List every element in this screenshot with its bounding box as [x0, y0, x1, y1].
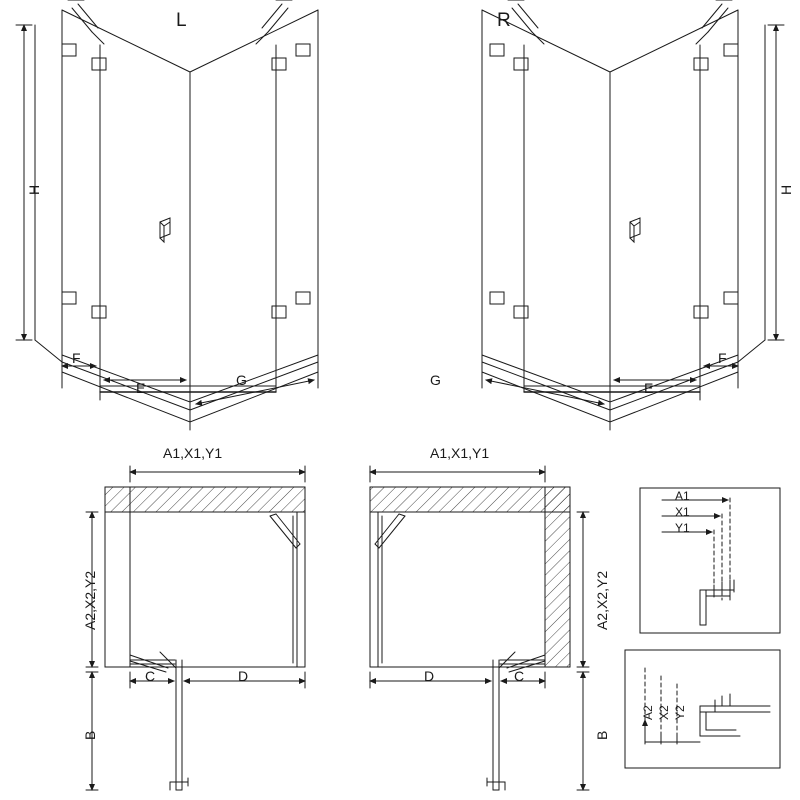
iso-right-base-label-e: E — [644, 380, 654, 396]
plan-right-top-dimension-label: A1,X1,Y1 — [430, 445, 490, 461]
plan-right-dim-c: C — [514, 668, 525, 684]
detail-bottom-label-y2: Y2 — [673, 705, 687, 720]
iso-left-base-label-f: F — [72, 350, 81, 366]
plan-right-side-dimension-label: A2,X2,Y2 — [594, 570, 610, 630]
plan-left-side-dimension-label: A2,X2,Y2 — [82, 570, 98, 630]
detail-bottom-label-a2: A2 — [641, 705, 655, 720]
iso-left-base-label-e: E — [136, 380, 146, 396]
detail-top-label-y1: Y1 — [675, 521, 690, 535]
detail-top-label-a1: A1 — [675, 489, 690, 503]
plan-left-top-dimension-label: A1,X1,Y1 — [163, 445, 223, 461]
plan-view-right — [370, 466, 589, 790]
detail-view-top — [640, 488, 780, 633]
plan-left-dim-c: C — [145, 668, 156, 684]
iso-right-base-label-f: F — [718, 350, 727, 366]
iso-left-base-label-g: G — [236, 372, 247, 388]
plan-left-dim-d: D — [238, 668, 249, 684]
plan-view-left — [86, 466, 305, 790]
iso-view-left — [16, 0, 318, 430]
iso-right-variant-label: R — [497, 10, 511, 31]
iso-view-right — [482, 0, 784, 430]
iso-right-base-label-g: G — [430, 372, 441, 388]
detail-top-label-x1: X1 — [675, 505, 690, 519]
plan-left-door-dimension-label: B — [82, 730, 98, 740]
iso-right-height-label: H — [778, 184, 794, 195]
detail-bottom-label-x2: X2 — [657, 705, 671, 720]
iso-left-height-label: H — [26, 184, 42, 195]
plan-right-dim-d: D — [424, 668, 435, 684]
iso-left-variant-label: L — [176, 10, 187, 31]
plan-right-door-dimension-label: B — [594, 730, 610, 740]
